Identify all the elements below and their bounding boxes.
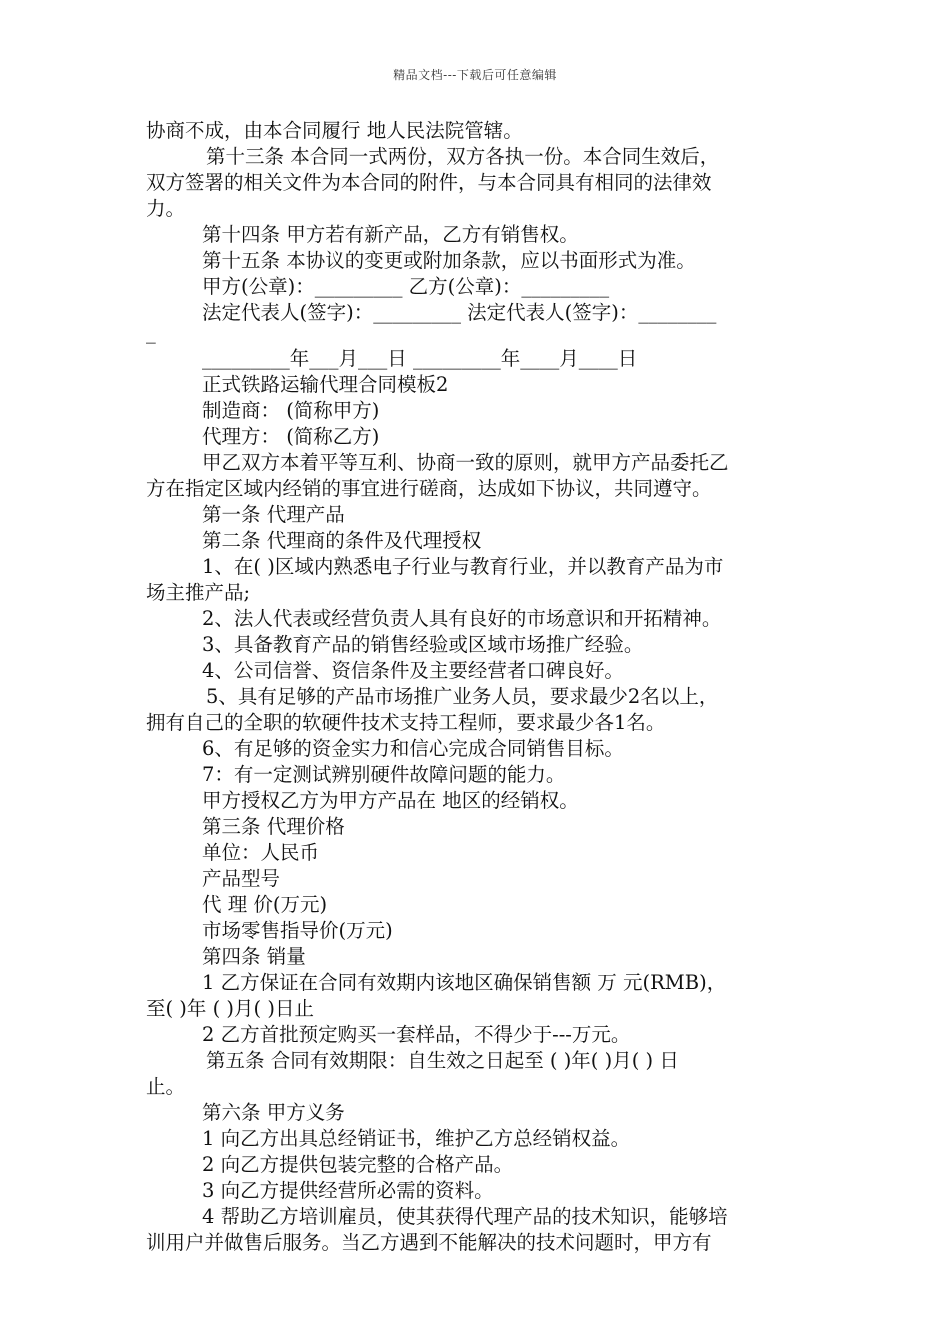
text-line: 制造商： (简称甲方) [202, 399, 380, 422]
text-line: 产品型号 [202, 867, 281, 890]
text-line: 4、公司信誉、资信条件及主要经营者口碑良好。 [202, 659, 624, 682]
text-line: 止。 [146, 1075, 186, 1098]
text-line: 方在指定区域内经销的事宜进行磋商，达成如下协议，共同遵守。 [146, 477, 712, 500]
text-line: 第二条 代理商的条件及代理授权 [202, 529, 482, 552]
document-body [146, 118, 808, 1256]
text-line: 第三条 代理价格 [202, 815, 345, 838]
text-line: 1 向乙方出具总经销证书，维护乙方总经销权益。 [202, 1127, 631, 1150]
text-line: 6、有足够的资金实力和信心完成合同销售目标。 [202, 737, 624, 760]
text-line: _ [146, 321, 156, 344]
text-line: 2、法人代表或经营负责人具有良好的市场意识和开拓精神。 [202, 607, 722, 630]
text-line: 4 帮助乙方培训雇员，使其获得代理产品的技术知识，能够培 [202, 1205, 728, 1228]
text-line: 至( )年 ( )月( )日止 [146, 997, 314, 1020]
text-line: 甲方授权乙方为甲方产品在 地区的经销权。 [202, 789, 579, 812]
text-line: 3、具备教育产品的销售经验或区域市场推广经验。 [202, 633, 644, 656]
text-line: 协商不成，由本合同履行 地人民法院管辖。 [146, 119, 523, 142]
text-line: 双方签署的相关文件为本合同的附件，与本合同具有相同的法律效 [146, 171, 712, 194]
text-line: 场主推产品; [146, 581, 251, 604]
text-line: 2 向乙方提供包装完整的合格产品。 [202, 1153, 514, 1176]
text-line: 第十三条 本合同一式两份，双方各执一份。本合同生效后， [206, 145, 720, 168]
text-line: 第四条 销量 [202, 945, 306, 968]
text-line: 力。 [146, 197, 186, 220]
text-line: 第十四条 甲方若有新产品，乙方有销售权。 [202, 223, 579, 246]
text-line: 训用户并做售后服务。当乙方遇到不能解决的技术问题时，甲方有 [146, 1231, 712, 1254]
text-line: _________年___月___日 _________年____月____日 [202, 347, 638, 370]
page-header: 精品文档---下载后可任意编辑 [393, 68, 557, 82]
text-line: 单位：人民币 [202, 841, 320, 864]
text-line: 拥有自己的全职的软硬件技术支持工程师，要求最少各1名。 [146, 711, 666, 734]
text-line: 第一条 代理产品 [202, 503, 345, 526]
text-line: 第五条 合同有效期限：自生效之日起至 ( )年( )月( ) 日 [206, 1049, 679, 1072]
text-line: 代 理 价(万元) [202, 893, 328, 916]
text-line: 1、在( )区域内熟悉电子行业与教育行业，并以教育产品为市 [202, 555, 724, 578]
text-line: 甲乙双方本着平等互利、协商一致的原则，就甲方产品委托乙 [202, 451, 729, 474]
text-line: 正式铁路运输代理合同模板2 [202, 373, 449, 396]
text-line: 第六条 甲方义务 [202, 1101, 345, 1124]
text-line: 1 乙方保证在合同有效期内该地区确保销售额 万 元(RMB)， [202, 971, 727, 994]
text-line: 2 乙方首批预定购买一套样品，不得少于---万元。 [202, 1023, 631, 1046]
text-line: 法定代表人(签字)：_________ 法定代表人(签字)：________ [202, 301, 717, 324]
text-line: 7：有一定测试辨别硬件故障问题的能力。 [202, 763, 566, 786]
text-line: 3 向乙方提供经营所必需的资料。 [202, 1179, 494, 1202]
text-line: 5、具有足够的产品市场推广业务人员，要求最少2名以上， [206, 685, 719, 708]
text-line: 代理方： (简称乙方) [202, 425, 380, 448]
text-line: 甲方(公章)：_________ 乙方(公章)：_________ [202, 275, 610, 298]
text-line: 市场零售指导价(万元) [202, 919, 393, 942]
text-line: 第十五条 本协议的变更或附加条款，应以书面形式为准。 [202, 249, 696, 272]
